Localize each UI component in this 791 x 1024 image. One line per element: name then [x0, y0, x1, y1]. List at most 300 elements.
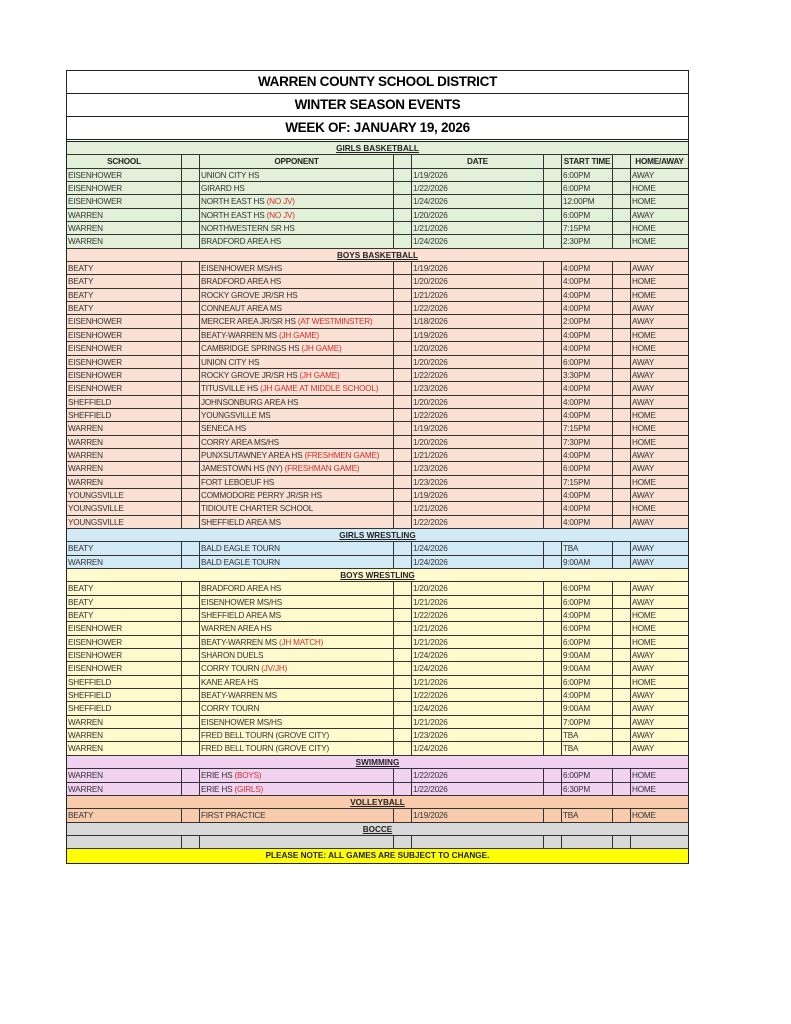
opponent-name: JAMESTOWN HS (NY) — [201, 464, 285, 474]
school-cell — [67, 836, 182, 848]
opponent-cell — [200, 649, 394, 661]
opponent-cell — [200, 542, 394, 554]
date-cell: 1/23/2026 — [412, 382, 544, 394]
table-row — [67, 836, 688, 849]
home-away-cell: HOME — [632, 237, 656, 247]
date-cell: 1/20/2026 — [412, 356, 544, 368]
spacer-cell — [182, 609, 200, 621]
table-row — [67, 342, 688, 355]
time-cell: TBA — [562, 729, 613, 741]
date-cell: 1/22/2026 — [412, 783, 544, 795]
time-cell: 7:15PM — [562, 222, 613, 234]
date-cell: 1/22/2026 — [412, 182, 544, 194]
spacer-cell — [394, 302, 412, 314]
school-cell: YOUNGSVILLE — [67, 489, 182, 501]
opponent-cell — [200, 836, 394, 848]
date-cell: 1/19/2026 — [412, 169, 544, 181]
time-cell: 6:00PM — [562, 209, 613, 221]
spacer-cell — [613, 769, 631, 781]
date-cell: 1/19/2026 — [412, 489, 544, 501]
spacer-cell — [394, 582, 412, 594]
school-cell: WARREN — [67, 742, 182, 754]
spacer-cell — [394, 262, 412, 274]
spacer-cell — [394, 235, 412, 247]
spacer-cell — [544, 356, 562, 368]
school-cell: EISENHOWER — [67, 649, 182, 661]
home-away-cell — [631, 836, 688, 848]
table-row — [67, 302, 688, 315]
spacer-cell — [182, 409, 200, 421]
spacer-cell — [613, 235, 631, 247]
spacer-cell — [394, 622, 412, 634]
school-cell: EISENHOWER — [67, 622, 182, 634]
spacer-cell — [182, 542, 200, 554]
spacer-cell — [613, 342, 631, 354]
home-away-cell: HOME — [632, 224, 656, 234]
spacer-cell — [544, 649, 562, 661]
col-school: SCHOOL — [67, 155, 182, 167]
spacer-cell — [182, 329, 200, 341]
opponent-name: BEATY-WARREN MS — [201, 691, 277, 701]
home-away-cell: AWAY — [632, 557, 655, 567]
spacer-cell — [182, 489, 200, 501]
spacer-cell — [182, 836, 200, 848]
spacer-cell — [182, 222, 200, 234]
spacer-cell — [182, 783, 200, 795]
spacer-cell — [544, 342, 562, 354]
spacer-cell — [394, 689, 412, 701]
home-away-cell: HOME — [632, 504, 656, 514]
date-cell: 1/24/2026 — [412, 649, 544, 661]
spacer-cell — [613, 476, 631, 488]
spacer-cell — [544, 262, 562, 274]
date-cell: 1/24/2026 — [412, 742, 544, 754]
table-row — [67, 769, 688, 782]
opponent-cell — [200, 235, 394, 247]
spacer-cell — [544, 422, 562, 434]
opponent-name: NORTH EAST HS — [201, 210, 267, 220]
table-row — [67, 369, 688, 382]
time-cell: 4:00PM — [562, 489, 613, 501]
spacer-cell — [394, 436, 412, 448]
home-away-cell: AWAY — [632, 370, 655, 380]
section-header: GIRLS WRESTLING — [67, 529, 688, 542]
school-cell: WARREN — [67, 769, 182, 781]
opponent-name: MERCER AREA JR/SR HS — [201, 317, 298, 327]
opponent-note: (JH MATCH) — [278, 637, 324, 647]
spacer-cell — [394, 636, 412, 648]
spacer-cell — [182, 449, 200, 461]
home-away-cell: HOME — [632, 277, 656, 287]
spacer-cell — [544, 195, 562, 207]
school-cell: EISENHOWER — [67, 662, 182, 674]
school-cell: WARREN — [67, 556, 182, 568]
opponent-cell — [200, 409, 394, 421]
school-cell: EISENHOWER — [67, 369, 182, 381]
opponent-cell — [200, 783, 394, 795]
time-cell: 7:30PM — [562, 436, 613, 448]
spacer-cell — [613, 582, 631, 594]
spacer-cell — [613, 649, 631, 661]
spacer-cell — [544, 235, 562, 247]
opponent-name: YOUNGSVILLE MS — [201, 410, 271, 420]
week-title: WEEK OF: JANUARY 19, 2026 — [67, 117, 688, 142]
spacer-cell — [394, 702, 412, 714]
school-cell: BEATY — [67, 289, 182, 301]
opponent-cell — [200, 275, 394, 287]
time-cell: 4:00PM — [562, 329, 613, 341]
table-row — [67, 729, 688, 742]
school-cell: WARREN — [67, 462, 182, 474]
spacer-cell — [613, 422, 631, 434]
spacer-cell — [394, 422, 412, 434]
spacer-cell — [182, 716, 200, 728]
spacer-cell — [544, 742, 562, 754]
home-away-cell: AWAY — [632, 691, 655, 701]
spacer-cell — [182, 275, 200, 287]
opponent-cell — [200, 356, 394, 368]
spacer-cell — [613, 262, 631, 274]
home-away-cell: AWAY — [632, 544, 655, 554]
home-away-cell: AWAY — [632, 210, 655, 220]
spacer-cell — [613, 636, 631, 648]
spacer-cell — [394, 676, 412, 688]
opponent-name: EISENHOWER MS/HS — [201, 717, 282, 727]
table-row — [67, 649, 688, 662]
opponent-name: BEATY-WARREN MS — [201, 637, 279, 647]
opponent-cell — [200, 769, 394, 781]
opponent-note: (FRESHMAN GAME) — [284, 464, 360, 474]
home-away-cell: AWAY — [632, 357, 655, 367]
col-spacer — [613, 155, 631, 167]
opponent-cell — [200, 222, 394, 234]
spacer-cell — [613, 836, 631, 848]
home-away-cell: AWAY — [632, 651, 655, 661]
table-row — [67, 662, 688, 675]
time-cell: 6:00PM — [562, 622, 613, 634]
spacer-cell — [544, 636, 562, 648]
opponent-name: FORT LEBOEUF HS — [201, 477, 275, 487]
school-cell: WARREN — [67, 716, 182, 728]
spacer-cell — [544, 449, 562, 461]
opponent-name: ROCKY GROVE JR/SR HS — [201, 290, 298, 300]
opponent-cell — [200, 169, 394, 181]
spacer-cell — [182, 182, 200, 194]
spacer-cell — [394, 809, 412, 821]
date-cell: 1/23/2026 — [412, 476, 544, 488]
home-away-cell: AWAY — [632, 384, 655, 394]
table-row — [67, 716, 688, 729]
date-cell: 1/22/2026 — [412, 609, 544, 621]
spacer-cell — [544, 476, 562, 488]
opponent-cell — [200, 182, 394, 194]
spacer-cell — [544, 622, 562, 634]
spacer-cell — [613, 315, 631, 327]
time-cell: 9:00AM — [562, 649, 613, 661]
table-row — [67, 235, 688, 248]
school-cell: WARREN — [67, 729, 182, 741]
opponent-note: (JH GAME) — [301, 344, 342, 354]
spacer-cell — [544, 662, 562, 674]
opponent-cell — [200, 729, 394, 741]
spacer-cell — [544, 462, 562, 474]
school-cell: SHEFFIELD — [67, 396, 182, 408]
date-cell: 1/21/2026 — [412, 449, 544, 461]
home-away-cell: AWAY — [632, 584, 655, 594]
spacer-cell — [394, 396, 412, 408]
opponent-name: CORRY AREA MS/HS — [201, 437, 279, 447]
opponent-cell — [200, 209, 394, 221]
opponent-name: UNION CITY HS — [201, 170, 260, 180]
spacer-cell — [394, 382, 412, 394]
date-cell: 1/22/2026 — [412, 689, 544, 701]
home-away-cell: AWAY — [632, 317, 655, 327]
date-cell: 1/20/2026 — [412, 342, 544, 354]
opponent-note: (JH GAME AT MIDDLE SCHOOL) — [260, 384, 379, 394]
spacer-cell — [544, 556, 562, 568]
table-row — [67, 222, 688, 235]
spacer-cell — [613, 502, 631, 514]
opponent-name: JOHNSONBURG AREA HS — [201, 397, 299, 407]
date-cell — [412, 836, 544, 848]
school-cell: YOUNGSVILLE — [67, 516, 182, 528]
opponent-cell — [200, 716, 394, 728]
spacer-cell — [182, 315, 200, 327]
home-away-cell: HOME — [632, 611, 656, 621]
spacer-cell — [182, 302, 200, 314]
spacer-cell — [182, 702, 200, 714]
opponent-cell — [200, 662, 394, 674]
spacer-cell — [394, 476, 412, 488]
spacer-cell — [182, 462, 200, 474]
table-row — [67, 742, 688, 755]
spacer-cell — [182, 596, 200, 608]
date-cell: 1/20/2026 — [412, 275, 544, 287]
opponent-cell — [200, 556, 394, 568]
spacer-cell — [182, 195, 200, 207]
spacer-cell — [182, 516, 200, 528]
opponent-name: SHEFFIELD AREA MS — [201, 517, 281, 527]
spacer-cell — [182, 422, 200, 434]
time-cell: 3:30PM — [562, 369, 613, 381]
time-cell: 4:00PM — [562, 382, 613, 394]
opponent-name: EISENHOWER MS/HS — [201, 264, 282, 274]
spacer-cell — [394, 275, 412, 287]
school-cell: WARREN — [67, 476, 182, 488]
spacer-cell — [544, 222, 562, 234]
opponent-name: BALD EAGLE TOURN — [201, 544, 280, 554]
home-away-cell: HOME — [632, 184, 656, 194]
spacer-cell — [182, 809, 200, 821]
date-cell: 1/20/2026 — [412, 436, 544, 448]
school-cell: BEATY — [67, 542, 182, 554]
time-cell: 6:00PM — [562, 636, 613, 648]
spacer-cell — [182, 689, 200, 701]
opponent-name: FRED BELL TOURN (GROVE CITY) — [201, 744, 329, 754]
table-row — [67, 289, 688, 302]
opponent-note: (NO JV) — [266, 210, 295, 220]
schedule-sheet — [66, 70, 689, 864]
spacer-cell — [613, 716, 631, 728]
spacer-cell — [394, 409, 412, 421]
opponent-cell — [200, 622, 394, 634]
date-cell: 1/24/2026 — [412, 702, 544, 714]
table-row — [67, 702, 688, 715]
time-cell: 4:00PM — [562, 275, 613, 287]
date-cell: 1/24/2026 — [412, 662, 544, 674]
table-row — [67, 476, 688, 489]
opponent-cell — [200, 462, 394, 474]
table-row — [67, 436, 688, 449]
school-cell: BEATY — [67, 809, 182, 821]
opponent-note: (JH GAME) — [278, 330, 319, 340]
spacer-cell — [182, 649, 200, 661]
home-away-cell: AWAY — [632, 717, 655, 727]
time-cell: 2:30PM — [562, 235, 613, 247]
home-away-cell: HOME — [632, 410, 656, 420]
spacer-cell — [394, 369, 412, 381]
spacer-cell — [544, 382, 562, 394]
spacer-cell — [182, 742, 200, 754]
spacer-cell — [394, 729, 412, 741]
home-away-cell: AWAY — [632, 304, 655, 314]
spacer-cell — [613, 729, 631, 741]
spacer-cell — [182, 262, 200, 274]
time-cell: 7:00PM — [562, 716, 613, 728]
opponent-cell — [200, 449, 394, 461]
opponent-cell — [200, 262, 394, 274]
spacer-cell — [544, 516, 562, 528]
opponent-cell — [200, 809, 394, 821]
table-row — [67, 609, 688, 622]
col-home-away: HOME/AWAY — [635, 157, 684, 167]
opponent-name: KANE AREA HS — [201, 677, 259, 687]
time-cell: 4:00PM — [562, 262, 613, 274]
home-away-cell: HOME — [632, 811, 656, 821]
date-cell: 1/22/2026 — [412, 516, 544, 528]
spacer-cell — [182, 342, 200, 354]
spacer-cell — [394, 209, 412, 221]
spacer-cell — [613, 275, 631, 287]
date-cell: 1/24/2026 — [412, 556, 544, 568]
date-cell: 1/22/2026 — [412, 369, 544, 381]
school-cell: EISENHOWER — [67, 195, 182, 207]
spacer-cell — [394, 516, 412, 528]
opponent-cell — [200, 516, 394, 528]
date-cell: 1/20/2026 — [412, 209, 544, 221]
opponent-cell — [200, 702, 394, 714]
time-cell: 7:15PM — [562, 476, 613, 488]
school-cell: WARREN — [67, 222, 182, 234]
opponent-cell — [200, 315, 394, 327]
date-cell: 1/21/2026 — [412, 502, 544, 514]
time-cell: 6:00PM — [562, 169, 613, 181]
spacer-cell — [394, 356, 412, 368]
col-spacer — [394, 155, 412, 167]
spacer-cell — [394, 489, 412, 501]
spacer-cell — [544, 396, 562, 408]
spacer-cell — [544, 609, 562, 621]
opponent-cell — [200, 396, 394, 408]
table-row — [67, 596, 688, 609]
date-cell: 1/19/2026 — [412, 422, 544, 434]
school-cell: WARREN — [67, 449, 182, 461]
spacer-cell — [182, 356, 200, 368]
spacer-cell — [182, 636, 200, 648]
spacer-cell — [182, 502, 200, 514]
home-away-cell: HOME — [632, 424, 656, 434]
spacer-cell — [544, 689, 562, 701]
spacer-cell — [544, 302, 562, 314]
date-cell: 1/20/2026 — [412, 396, 544, 408]
opponent-note: (BOYS) — [234, 771, 262, 781]
opponent-cell — [200, 422, 394, 434]
opponent-note: (AT WESTMINSTER) — [297, 317, 373, 327]
spacer-cell — [394, 783, 412, 795]
home-away-cell: AWAY — [632, 450, 655, 460]
time-cell: 9:00AM — [562, 556, 613, 568]
opponent-name: GIRARD HS — [201, 184, 245, 194]
time-cell: 9:00AM — [562, 702, 613, 714]
spacer-cell — [613, 622, 631, 634]
section-header: GIRLS BASKETBALL — [67, 142, 688, 155]
spacer-cell — [613, 662, 631, 674]
spacer-cell — [544, 315, 562, 327]
opponent-name: CORRY TOURN — [201, 704, 260, 714]
school-cell: WARREN — [67, 436, 182, 448]
spacer-cell — [182, 729, 200, 741]
time-cell: TBA — [562, 742, 613, 754]
spacer-cell — [394, 342, 412, 354]
spacer-cell — [544, 676, 562, 688]
date-cell: 1/21/2026 — [412, 622, 544, 634]
table-row — [67, 209, 688, 222]
spacer-cell — [394, 329, 412, 341]
home-away-cell: HOME — [632, 784, 656, 794]
spacer-cell — [182, 396, 200, 408]
opponent-name: PUNXSUTAWNEY AREA HS — [201, 450, 305, 460]
spacer-cell — [544, 769, 562, 781]
opponent-cell — [200, 596, 394, 608]
time-cell: 6:00PM — [562, 596, 613, 608]
spacer-cell — [613, 462, 631, 474]
spacer-cell — [613, 356, 631, 368]
spacer-cell — [613, 302, 631, 314]
district-title: WARREN COUNTY SCHOOL DISTRICT — [67, 71, 688, 94]
home-away-cell: AWAY — [632, 704, 655, 714]
spacer-cell — [544, 289, 562, 301]
opponent-name: SENECA HS — [201, 424, 247, 434]
spacer-cell — [544, 436, 562, 448]
spacer-cell — [544, 169, 562, 181]
date-cell: 1/24/2026 — [412, 195, 544, 207]
school-cell: YOUNGSVILLE — [67, 502, 182, 514]
section-header: BOYS WRESTLING — [67, 569, 688, 582]
table-row — [67, 636, 688, 649]
spacer-cell — [394, 169, 412, 181]
school-cell: BEATY — [67, 582, 182, 594]
school-cell: BEATY — [67, 262, 182, 274]
time-cell: 9:00AM — [562, 662, 613, 674]
opponent-name: ERIE HS — [201, 771, 235, 781]
spacer-cell — [394, 836, 412, 848]
spacer-cell — [613, 169, 631, 181]
spacer-cell — [544, 489, 562, 501]
spacer-cell — [394, 649, 412, 661]
opponent-name: BRADFORD AREA HS — [201, 237, 282, 247]
date-cell: 1/21/2026 — [412, 222, 544, 234]
opponent-cell — [200, 382, 394, 394]
